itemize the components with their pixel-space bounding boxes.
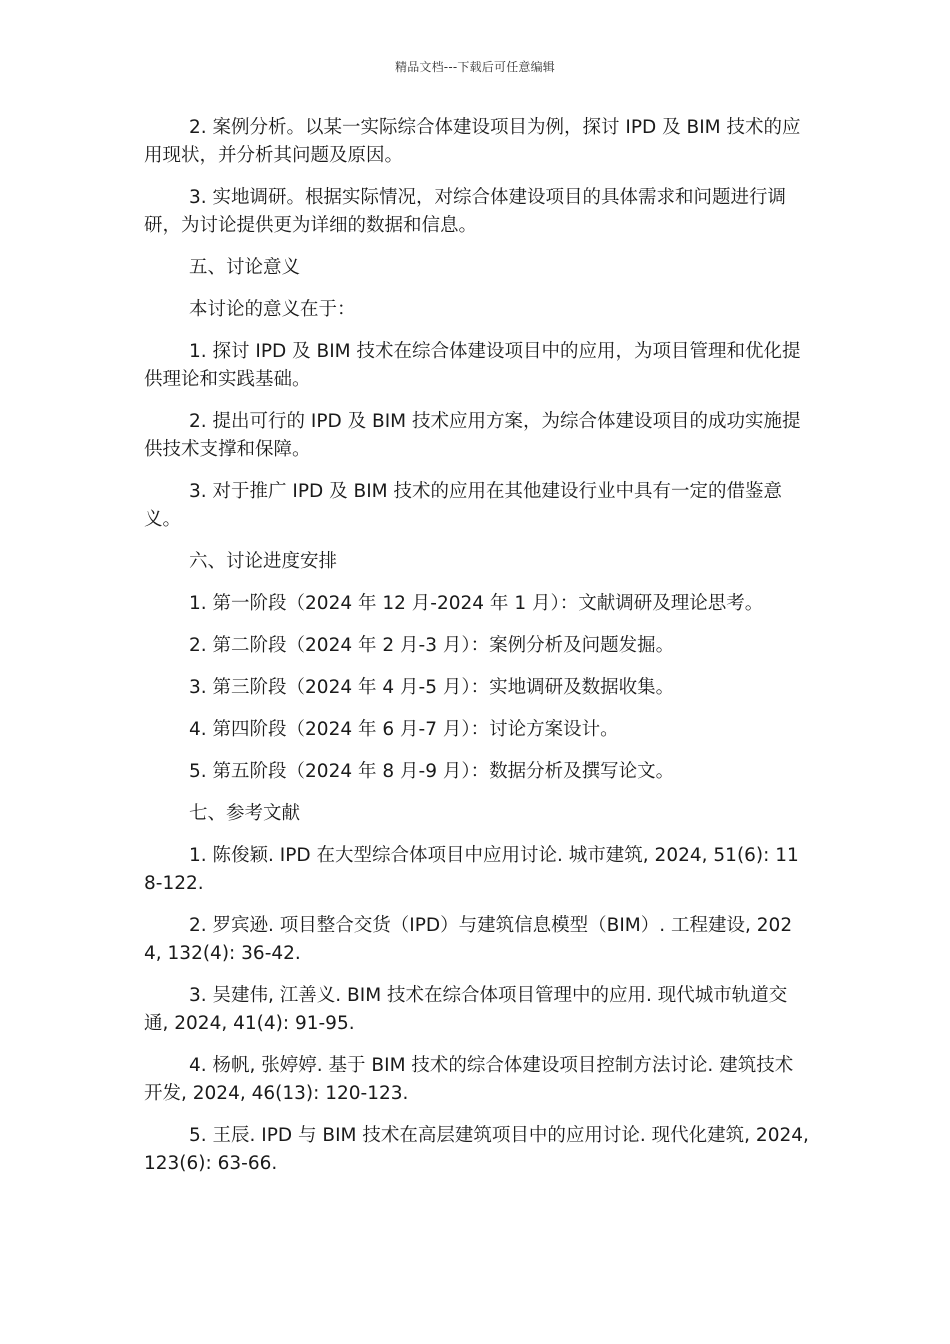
paragraph-significance-2: 2. 提出可行的 IPD 及 BIM 技术应用方案，为综合体建设项目的成功实施提供技术支撑和保障。 (144, 411, 801, 460)
paragraph-significance-1: 1. 探讨 IPD 及 BIM 技术在综合体建设项目中的应用，为项目管理和优化提供理论和实践基础。 (144, 341, 801, 390)
section-heading-references: 七、参考文献 (189, 803, 301, 824)
page-header: 精品文档---下载后可任意编辑 (395, 60, 555, 74)
document-body (144, 114, 809, 1192)
schedule-item: 4. 第四阶段（2024 年 6 月-7 月）：讨论方案设计。 (189, 719, 619, 740)
reference-item: 5. 王辰. IPD 与 BIM 技术在高层建筑项目中的应用讨论. 现代化建筑, 2024, 123(6): 63-66. (144, 1125, 809, 1174)
schedule-item: 5. 第五阶段（2024 年 8 月-9 月）：数据分析及撰写论文。 (189, 761, 675, 782)
reference-item: 3. 吴建伟, 江善义. BIM 技术在综合体项目管理中的应用. 现代城市轨道交通, 2024, 41(4): 91-95. (144, 985, 788, 1034)
section-heading-significance: 五、讨论意义 (189, 257, 301, 278)
schedule-item: 2. 第二阶段（2024 年 2 月-3 月）：案例分析及问题发掘。 (189, 635, 675, 656)
paragraph-significance-3: 3. 对于推广 IPD 及 BIM 技术的应用在其他建设行业中具有一定的借鉴意义。 (144, 481, 783, 530)
reference-item: 1. 陈俊颖. IPD 在大型综合体项目中应用讨论. 城市建筑, 2024, 51(6): 118-122. (144, 845, 799, 894)
paragraph-case-analysis: 2. 案例分析。以某一实际综合体建设项目为例，探讨 IPD 及 BIM 技术的应用现状，并分析其问题及原因。 (144, 117, 801, 166)
schedule-item: 1. 第一阶段（2024 年 12 月-2024 年 1 月）：文献调研及理论思考。 (189, 593, 764, 614)
reference-item: 2. 罗宾逊. 项目整合交货（IPD）与建筑信息模型（BIM）. 工程建设, 2024, 132(4): 36-42. (144, 915, 793, 964)
reference-item: 4. 杨帆, 张婷婷. 基于 BIM 技术的综合体建设项目控制方法讨论. 建筑技术开发, 2024, 46(13): 120-123. (144, 1055, 794, 1104)
section-heading-schedule: 六、讨论进度安排 (189, 551, 338, 572)
paragraph-significance-intro: 本讨论的意义在于： (189, 299, 356, 320)
paragraph-field-research: 3. 实地调研。根据实际情况，对综合体建设项目的具体需求和问题进行调研，为讨论提供更为详细的数据和信息。 (144, 187, 787, 236)
schedule-item: 3. 第三阶段（2024 年 4 月-5 月）：实地调研及数据收集。 (189, 677, 675, 698)
